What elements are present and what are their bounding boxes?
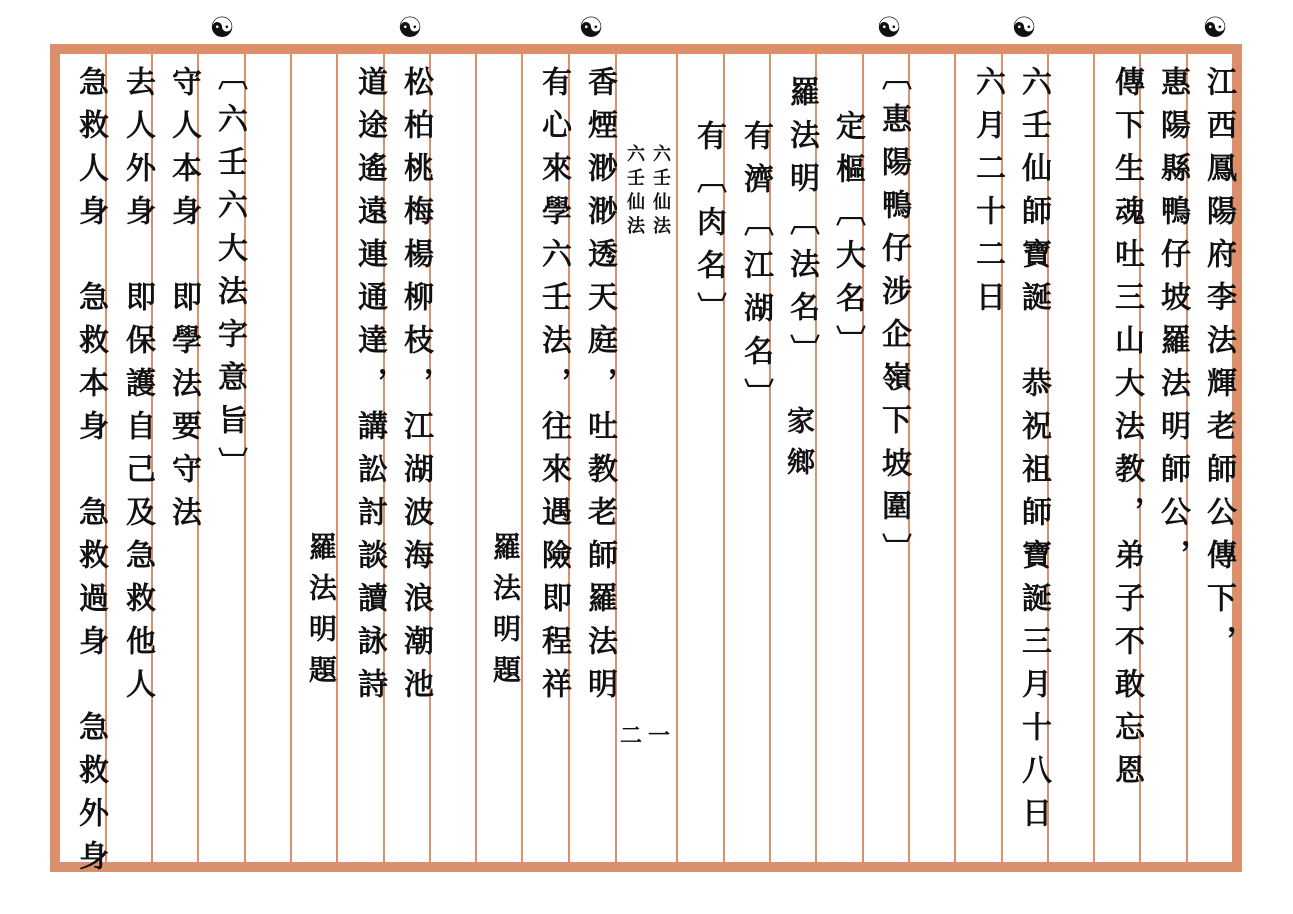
jianghu-name-value: 有濟: [738, 120, 773, 206]
poem1-line-2: 有心來學六壬法，往來遇險即程祥: [536, 66, 571, 711]
flesh-name: 有〔肉名〕: [691, 120, 726, 335]
hometown-label: 家鄉: [783, 406, 816, 488]
ruled-paper: [60, 54, 1236, 883]
column-rule: [676, 54, 678, 862]
yinyang-icon: ☯: [1202, 11, 1228, 44]
law-line-3: 急救人身 急救本身 急救過身 急救外身: [73, 66, 108, 883]
dharma-name: 羅法明〔法名〕: [784, 76, 819, 377]
law-line-2: 去人外身 即保護自己及急救他人: [120, 66, 155, 711]
yinyang-icon: ☯: [397, 11, 423, 44]
yinyang-icon: ☯: [209, 11, 235, 44]
column-rule: [475, 54, 477, 862]
yinyang-icon: ☯: [578, 11, 604, 44]
great-name-value: 定樞: [830, 110, 865, 196]
poem2-line-2: 道途遙遠連通達，講訟討談讀詠詩: [352, 66, 387, 711]
lineage-line-2: 惠陽縣鴨仔坡羅法明師公，: [1155, 66, 1190, 582]
six-laws-heading: 〔六壬六大法字意旨〕: [212, 60, 247, 490]
small-title-1: 六壬仙法: [650, 144, 671, 240]
lineage-line-1: 江西鳳陽府李法輝老師公傳下，: [1201, 66, 1236, 668]
column-rule: [290, 54, 292, 862]
column-rule: [521, 54, 523, 862]
six-laws-heading-value: 六壬六大法字意旨: [212, 103, 247, 447]
yinyang-icon: ☯: [876, 11, 902, 44]
poem1-signature: 羅法明題: [489, 532, 522, 696]
jianghu-name: 有濟〔江湖名〕: [738, 120, 773, 421]
birthday-date: 六月二十二日: [970, 66, 1005, 324]
poem2-line-1: 松柏桃梅楊柳枝，江湖波海浪潮池: [398, 66, 433, 711]
great-name-label: 大名: [830, 239, 865, 325]
small-title-2: 六壬仙法: [624, 144, 645, 240]
column-rule: [336, 54, 338, 862]
column-rule: [1093, 54, 1095, 862]
page-number: 二一: [620, 723, 677, 749]
birthday-line: 六壬仙師寶誕 恭祝祖師寶誕三月十八日: [1016, 66, 1051, 840]
flesh-name-label: 肉名: [691, 206, 726, 292]
law-line-1: 守人本身 即學法要守法: [166, 66, 201, 539]
poem1-line-1: 香煙渺渺透天庭，吐教老師羅法明: [582, 66, 617, 711]
lineage-line-3: 傳下生魂吐三山大法教，弟子不敢忘恩: [1109, 66, 1144, 797]
flesh-name-value: 有: [691, 120, 726, 163]
jianghu-name-label: 江湖名: [738, 249, 773, 378]
hometown-text: 〔惠陽鴨仔涉企嶺下坡圍〕: [876, 60, 911, 576]
document-frame: [50, 44, 1242, 883]
dharma-name-label: 法名: [784, 248, 819, 334]
dharma-name-value: 羅法明: [784, 76, 819, 205]
poem2-signature: 羅法明題: [305, 532, 338, 696]
yinyang-icon: ☯: [1011, 11, 1037, 44]
hometown-value: 惠陽鴨仔涉企嶺下坡圍: [876, 103, 911, 533]
column-rule: [954, 54, 956, 862]
great-name: 定樞〔大名〕: [830, 110, 865, 368]
